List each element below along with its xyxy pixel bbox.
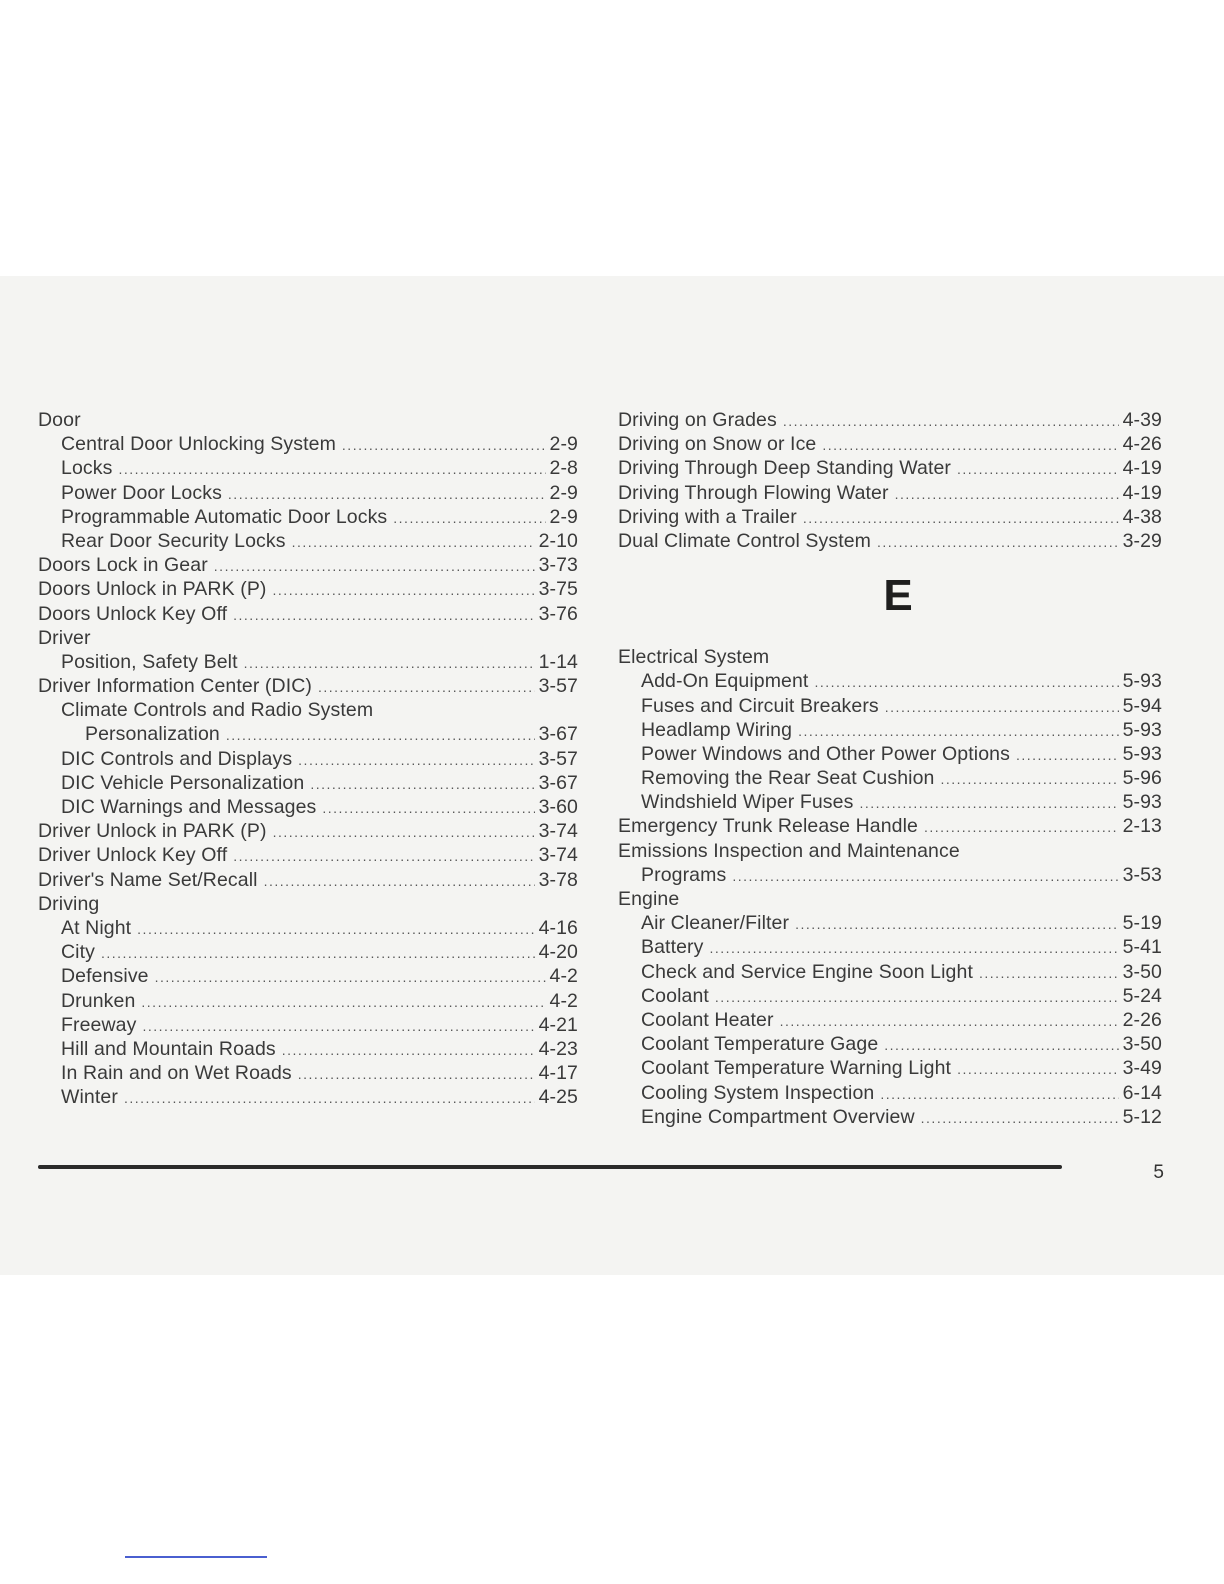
index-entry-page: 3-49 [1122, 1057, 1162, 1080]
index-entry-label: Programmable Automatic Door Locks [61, 505, 388, 528]
index-entry-page: 5-19 [1122, 912, 1162, 935]
index-entry [618, 766, 1162, 790]
index-entry [38, 553, 578, 577]
index-entry-label: Coolant [641, 984, 709, 1007]
index-entry-label: Position, Safety Belt [61, 650, 238, 673]
dot-leader [957, 1057, 1119, 1081]
index-entry [38, 819, 578, 843]
index-entry-label: Driver Information Center (DIC) [38, 675, 312, 698]
index-entry [618, 1081, 1162, 1105]
index-entry-label: Driving on Grades [618, 409, 777, 431]
index-entry-page: 5-12 [1122, 1105, 1162, 1128]
index-entry [618, 481, 1162, 505]
dot-leader [233, 603, 534, 627]
index-entry [38, 964, 578, 988]
index-entry-label: Emergency Trunk Release Handle [618, 815, 918, 838]
index-entry [38, 408, 578, 432]
dot-leader [979, 961, 1119, 985]
dot-leader [282, 1038, 535, 1062]
index-entry-label: Driving Through Deep Standing Water [618, 457, 952, 480]
index-entry-label: Add-On Equipment [641, 670, 809, 693]
index-entry [618, 742, 1162, 766]
dot-leader [124, 1086, 535, 1110]
index-entry-label: Programs [641, 863, 727, 886]
index-entry [618, 984, 1162, 1008]
index-entry-label: Headlamp Wiring [641, 718, 793, 741]
index-entry-label: Personalization [85, 723, 220, 746]
index-entry-label: Power Windows and Other Power Options [641, 742, 1010, 765]
bottom-link-underline [125, 1556, 267, 1558]
page-number: 5 [1153, 1162, 1164, 1183]
dot-leader [318, 675, 535, 699]
index-entry-page: 4-2 [549, 965, 578, 988]
dot-leader [880, 1082, 1118, 1106]
index-entry [618, 863, 1162, 887]
dot-leader [214, 554, 535, 578]
index-entry [618, 505, 1162, 529]
dot-leader [273, 578, 535, 602]
dot-leader [1016, 743, 1119, 767]
index-entry-page: 3-50 [1122, 1033, 1162, 1056]
index-entry-page: 4-39 [1122, 409, 1162, 431]
index-entry-label: Central Door Unlocking System [61, 433, 336, 456]
index-entry-page: 3-57 [538, 675, 578, 698]
dot-leader [118, 457, 545, 481]
dot-leader [941, 767, 1119, 791]
index-entry [38, 843, 578, 867]
index-entry-label: Driving Through Flowing Water [618, 481, 889, 504]
index-entry [618, 911, 1162, 935]
dot-leader [226, 723, 535, 747]
index-entry-label: Coolant Temperature Gage [641, 1033, 879, 1056]
index-entry-label: Removing the Rear Seat Cushion [641, 767, 935, 790]
index-entry-page: 3-60 [538, 796, 578, 818]
index-group-driving [618, 408, 1162, 553]
index-entry-page: 4-2 [549, 989, 578, 1012]
index-entry-label: Coolant Temperature Warning Light [641, 1057, 952, 1080]
dot-leader [141, 990, 545, 1014]
index-entry-label: Fuses and Circuit Breakers [641, 694, 879, 717]
index-entry-label: Doors Unlock Key Off [38, 602, 228, 625]
index-entry-page: 4-38 [1122, 505, 1162, 528]
index-column-left [38, 408, 578, 1109]
index-entry [38, 529, 578, 553]
index-entry-label: Driving with a Trailer [618, 505, 797, 528]
index-entry-page: 5-93 [1122, 742, 1162, 765]
dot-leader [292, 530, 535, 554]
index-entry-label: Climate Controls and Radio System [61, 699, 374, 722]
index-entry [618, 432, 1162, 456]
index-entry-label: Locks [61, 457, 113, 480]
index-entry [618, 645, 1162, 669]
index-entry-page: 3-29 [1122, 529, 1162, 552]
index-entry-label: DIC Warnings and Messages [61, 796, 317, 818]
index-entry [38, 989, 578, 1013]
dot-leader [924, 815, 1119, 839]
index-entry [38, 577, 578, 601]
index-entry-page: 5-41 [1122, 936, 1162, 959]
index-entry [38, 432, 578, 456]
index-entry-page: 3-73 [538, 554, 578, 577]
index-entry-page: 2-10 [538, 529, 578, 552]
index-entry-page: 2-8 [549, 457, 578, 480]
index-entry [38, 456, 578, 480]
index-entry-label: Doors Unlock in PARK (P) [38, 578, 267, 601]
index-entry-label: Power Door Locks [61, 481, 222, 504]
index-entry-label: Electrical System [618, 646, 770, 669]
dot-leader [322, 796, 534, 820]
index-entry-page: 5-94 [1122, 694, 1162, 717]
index-entry-page: 4-23 [538, 1037, 578, 1060]
dot-leader [709, 936, 1118, 960]
index-column-right [618, 408, 1162, 1129]
index-entry-label: Engine Compartment Overview [641, 1105, 915, 1128]
index-entry-label: Hill and Mountain Roads [61, 1037, 276, 1060]
index-entry-label: City [61, 941, 95, 964]
index-group-e [618, 645, 1162, 1129]
dot-leader [137, 917, 534, 941]
index-entry-page: 3-76 [538, 602, 578, 625]
dot-leader [780, 1009, 1119, 1033]
index-entry-page: 5-93 [1122, 718, 1162, 741]
index-entry [618, 790, 1162, 814]
index-entry [618, 960, 1162, 984]
index-entry-page: 4-26 [1122, 433, 1162, 456]
index-entry-label: Driver Unlock Key Off [38, 844, 228, 867]
index-entry [618, 814, 1162, 838]
index-entry-page: 4-17 [538, 1062, 578, 1085]
dot-leader [884, 1033, 1118, 1057]
index-entry-label: Rear Door Security Locks [61, 529, 286, 552]
index-entry-label: Driver's Name Set/Recall [38, 868, 258, 891]
index-entry [618, 694, 1162, 718]
index-entry [38, 674, 578, 698]
index-entry-page: 4-19 [1122, 457, 1162, 480]
index-entry [38, 868, 578, 892]
dot-leader [233, 844, 534, 868]
index-entry-page: 4-21 [538, 1013, 578, 1036]
index-entry [618, 456, 1162, 480]
index-entry [618, 887, 1162, 911]
index-entry-label: DIC Controls and Displays [61, 747, 293, 770]
index-entry-label: DIC Vehicle Personalization [61, 771, 305, 794]
index-entry [38, 481, 578, 505]
index-entry-label: Dual Climate Control System [618, 529, 872, 552]
dot-leader [895, 482, 1119, 506]
index-entry-page: 3-78 [538, 868, 578, 891]
dot-leader [859, 791, 1118, 815]
index-entry-page: 5-96 [1122, 767, 1162, 790]
index-entry-page: 4-16 [538, 916, 578, 939]
index-entry [38, 1013, 578, 1037]
index-entry-label: Emissions Inspection and Maintenance [618, 839, 960, 862]
footer-rule [38, 1165, 1062, 1169]
index-entry-label: Check and Service Engine Soon Light [641, 960, 973, 983]
dot-leader [155, 965, 546, 989]
index-entry [38, 916, 578, 940]
index-entry [618, 839, 1162, 863]
index-entry-page: 3-75 [538, 578, 578, 601]
dot-leader [142, 1014, 534, 1038]
index-entry-page: 3-74 [538, 820, 578, 843]
index-entry-label: Engine [618, 888, 680, 910]
dot-leader [264, 869, 535, 893]
dot-leader [732, 864, 1118, 888]
dot-leader [228, 482, 546, 506]
dot-leader [803, 506, 1119, 530]
dot-leader [342, 433, 546, 457]
index-entry-label: At Night [61, 916, 132, 939]
index-entry-label: Driver Unlock in PARK (P) [38, 820, 267, 843]
dot-leader [798, 719, 1119, 743]
dot-leader [795, 912, 1118, 936]
dot-leader [310, 772, 534, 796]
index-entry [38, 940, 578, 964]
section-letter-heading: E [883, 571, 913, 621]
dot-leader [273, 820, 535, 844]
index-entry-page: 3-57 [538, 747, 578, 770]
index-entry [38, 626, 578, 650]
index-entry-page: 4-20 [538, 941, 578, 964]
dot-leader [957, 457, 1119, 481]
index-entry-page: 2-9 [549, 481, 578, 504]
index-entry [38, 1061, 578, 1085]
index-entry-page: 6-14 [1122, 1081, 1162, 1104]
dot-leader [885, 695, 1119, 719]
index-entry [618, 1056, 1162, 1080]
index-entry [38, 892, 578, 916]
index-entry-label: Winter [61, 1086, 118, 1109]
dot-leader [822, 433, 1118, 457]
index-entry-page: 3-67 [538, 723, 578, 746]
index-entry-label: Door [38, 409, 81, 431]
dot-leader [715, 985, 1119, 1009]
index-entry-page: 2-13 [1122, 815, 1162, 838]
dot-leader [921, 1106, 1119, 1130]
index-entry [618, 935, 1162, 959]
index-entry-page: 5-93 [1122, 670, 1162, 693]
index-entry-page: 3-50 [1122, 960, 1162, 983]
index-entry-page: 5-24 [1122, 984, 1162, 1007]
index-entry-label: Air Cleaner/Filter [641, 912, 790, 935]
index-entry [38, 722, 578, 746]
index-entry-label: Cooling System Inspection [641, 1081, 875, 1104]
index-entry [618, 669, 1162, 693]
index-entry-label: In Rain and on Wet Roads [61, 1062, 292, 1085]
index-entry-page: 3-74 [538, 844, 578, 867]
index-entry [618, 1032, 1162, 1056]
dot-leader [783, 409, 1119, 433]
index-entry [618, 1105, 1162, 1129]
index-entry [38, 602, 578, 626]
index-entry-label: Defensive [61, 965, 149, 988]
index-entry-label: Driver [38, 626, 91, 649]
index-entry [38, 771, 578, 795]
dot-leader [393, 506, 545, 530]
dot-leader [101, 941, 535, 965]
index-entry-page: 2-26 [1122, 1008, 1162, 1031]
dot-leader [877, 530, 1119, 554]
index-entry-label: Drunken [61, 989, 136, 1012]
dot-leader [814, 670, 1118, 694]
index-entry-page: 3-53 [1122, 863, 1162, 886]
index-entry-label: Doors Lock in Gear [38, 554, 208, 577]
index-entry-page: 2-9 [549, 433, 578, 456]
index-entry [618, 718, 1162, 742]
index-entry-label: Driving [38, 892, 100, 915]
index-entry-label: Freeway [61, 1013, 137, 1036]
index-entry-page: 4-19 [1122, 481, 1162, 504]
dot-leader [244, 651, 535, 675]
index-entry-page: 4-25 [538, 1086, 578, 1109]
index-entry [38, 1037, 578, 1061]
index-entry [38, 747, 578, 771]
index-entry [38, 1085, 578, 1109]
index-entry [38, 650, 578, 674]
index-entry-label: Battery [641, 936, 704, 959]
index-entry-page: 3-67 [538, 771, 578, 794]
dot-leader [298, 748, 534, 772]
index-entry-page: 2-9 [549, 505, 578, 528]
index-entry [38, 698, 578, 722]
index-entry [618, 1008, 1162, 1032]
index-entry-page: 5-93 [1122, 791, 1162, 814]
index-entry-page: 1-14 [538, 650, 578, 673]
index-entry [38, 505, 578, 529]
index-entry-label: Driving on Snow or Ice [618, 433, 817, 456]
index-entry [618, 529, 1162, 553]
index-entry-label: Coolant Heater [641, 1008, 774, 1031]
index-entry-label: Windshield Wiper Fuses [641, 791, 854, 814]
index-entry [38, 795, 578, 819]
dot-leader [298, 1062, 535, 1086]
index-entry [618, 408, 1162, 432]
